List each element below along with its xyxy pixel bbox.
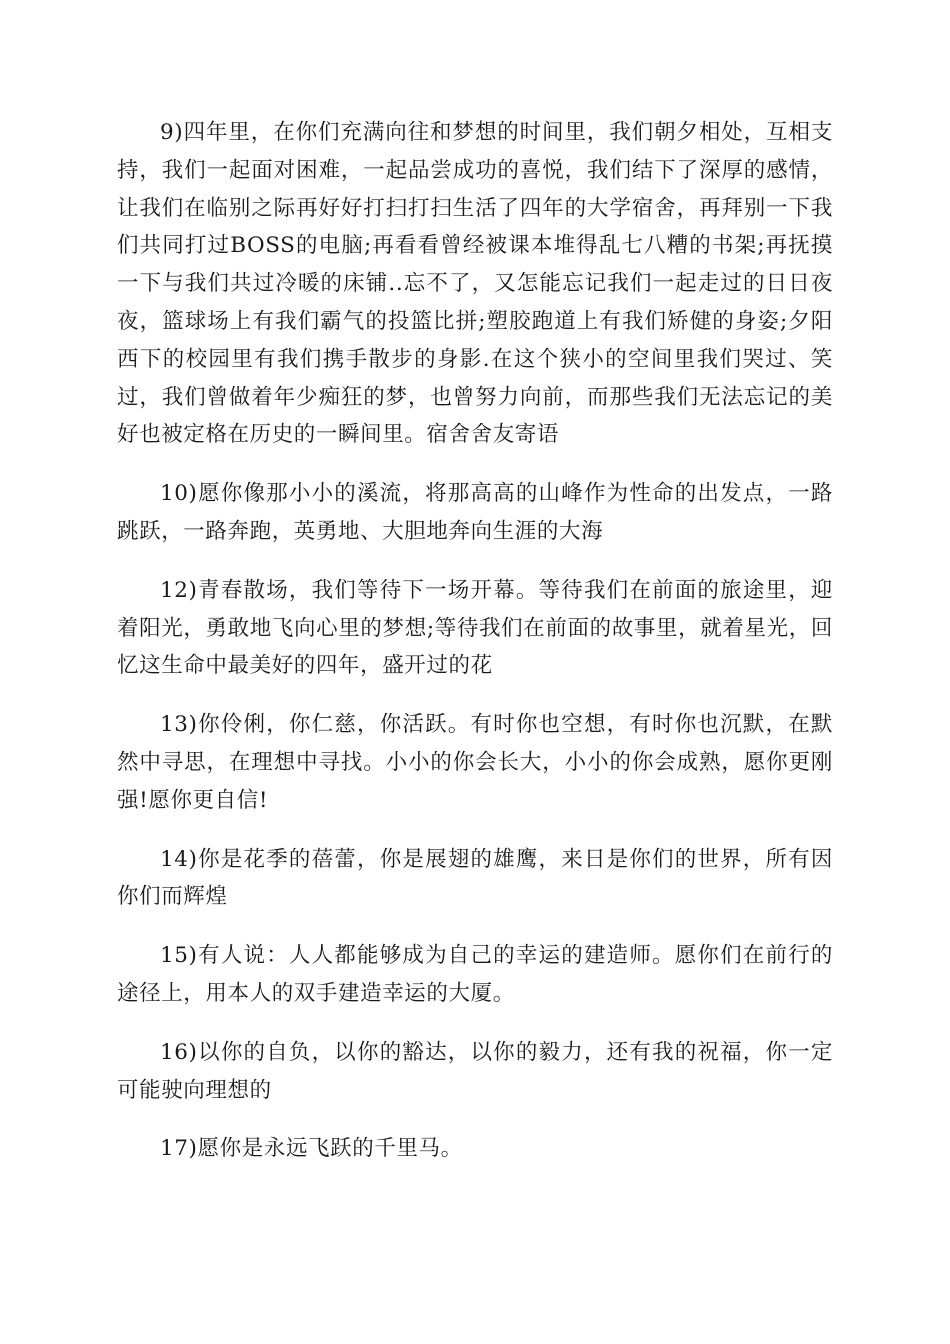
paragraph-13: 13)你伶俐，你仁慈，你活跃。有时你也空想，有时你也沉默，在默然中寻思，在理想中寻找。小小的你会长大，小小的你会成熟，愿你更刚强!愿你更自信!	[117, 712, 833, 813]
document-body	[117, 114, 833, 1189]
paragraph-14: 14)你是花季的蓓蕾，你是展翅的雄鹰，来日是你们的世界，所有因你们而辉煌	[117, 846, 833, 910]
paragraph-17: 17)愿你是永远飞跃的千里马。	[160, 1136, 463, 1162]
paragraph-10: 10)愿你像那小小的溪流，将那高高的山峰作为性命的出发点，一路跳跃，一路奔跑，英勇地、大胆地奔向生涯的大海	[117, 481, 833, 544]
paragraph-12: 12)青春散场，我们等待下一场开幕。等待我们在前面的旅途里，迎着阳光，勇敢地飞向心里的梦想;等待我们在前面的故事里，就着星光，回忆这生命中最美好的四年，盛开过的花	[117, 577, 833, 679]
paragraph-15: 15)有人说：人人都能够成为自己的幸运的建造师。愿你们在前行的途径上，用本人的双手建造幸运的大厦。	[117, 943, 833, 1006]
paragraph-16: 16)以你的自负，以你的豁达，以你的毅力，还有我的祝福，你一定可能驶向理想的	[117, 1039, 833, 1103]
paragraph-9: 9)四年里，在你们充满向往和梦想的时间里，我们朝夕相处，互相支持，我们一起面对困难，一起品尝成功的喜悦，我们结下了深厚的感情，让我们在临别之际再好好打扫打扫生活了四年的大学宿舍，再拜别一下我们共同打过BOSS的电脑;再看看曾经被课本堆得乱七八糟的书架;再抚摸一下与我们共过冷暖的床铺..忘不了，又怎能忘记我们一起走过的日日夜夜，篮球场上有我们霸气的投篮比拼;塑胶跑道上有我们矫健的身姿;夕阳西下的校园里有我们携手散步的身影.在这个狭小的空间里我们哭过、笑过，我们曾做着年少痴狂的梦，也曾努力向前，而那些我们无法忘记的美好也被定格在历史的一瞬间里。宿舍舍友寄语	[117, 120, 833, 448]
